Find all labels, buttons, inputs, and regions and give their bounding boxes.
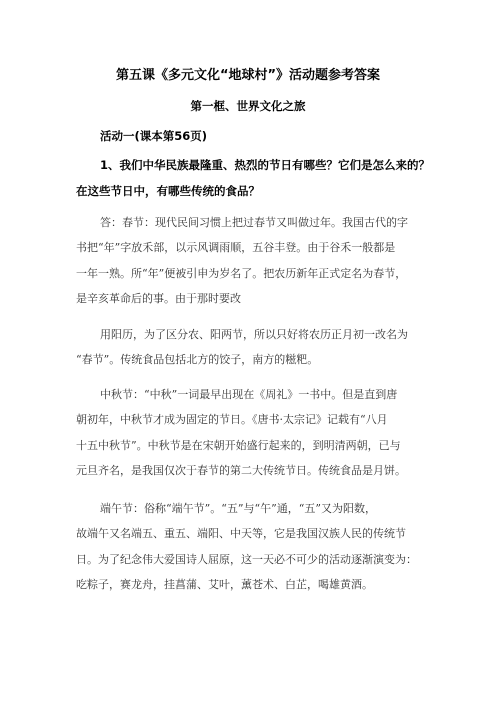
paragraph-line: 是辛亥革命后的事。由于那时要改	[76, 291, 241, 305]
answer-paragraph-dragon-boat	[76, 496, 436, 597]
question-line: 在这些节日中，有哪些传统的食品？	[76, 184, 260, 198]
paragraph-line: 故端午又名端五、重五、端阳、中天等，它是我国汉族人民的传统节	[76, 527, 406, 541]
paragraph-line: 日。为了纪念伟大爱国诗人屈原，这一天必不可少的活动逐渐演变为：	[76, 552, 417, 566]
paragraph-line: 端午节：俗称“端午节”。“五”与“午”通，“五”又为阳数，	[100, 502, 376, 515]
answer-paragraph-mid-autumn	[76, 382, 436, 483]
paragraph-line: 朝初年，中秋节才成为固定的节日。《唐书·太宗记》记载有“八月	[76, 413, 388, 427]
paragraph-line: 中秋节：“中秋”一词最早出现在《周礼》一书中。但是直到唐	[100, 388, 398, 401]
paragraph-line: 元旦齐名，是我国仅次于春节的第二大传统节日。传统食品是月饼。	[76, 463, 406, 477]
answer-paragraph-spring-festival-cont	[76, 322, 436, 373]
paragraph-line: 吃粽子，赛龙舟，挂菖蒲、艾叶，薰苍术、白芷，喝雄黄酒。	[76, 577, 373, 591]
section-subtitle: 第一框、世界文化之旅	[190, 99, 306, 113]
document-title: 第五课《多元文化“地球村”》活动题参考答案	[115, 68, 381, 83]
answer-paragraph-spring-festival	[76, 210, 436, 311]
paragraph-line: “春节”。传统食品包括北方的饺子，南方的糍粑。	[76, 353, 319, 367]
paragraph-line: 一年一熟。所“年”便被引申为岁名了。把农历新年正式定名为春节，	[76, 266, 407, 280]
paragraph-line: 用阳历，为了区分农、阳两节，所以只好将农历正月初一改名为	[100, 328, 408, 341]
question-line: 1、我们中华民族最隆重、热烈的节日有哪些？它们是怎么来的？	[100, 158, 430, 172]
question-block	[76, 152, 432, 204]
paragraph-line: 答：春节：现代民间习惯上把过春节又叫做过年。我国古代的字	[100, 216, 408, 229]
activity-heading: 活动一(课本第56页)	[100, 129, 208, 143]
paragraph-line: 书把“年”字放禾部，以示风调雨顺，五谷丰登。由于谷禾一般都是	[76, 241, 396, 255]
paragraph-line: 十五中秋节”。中秋节是在宋朝开始盛行起来的，到明清两朝，已与	[76, 438, 401, 452]
